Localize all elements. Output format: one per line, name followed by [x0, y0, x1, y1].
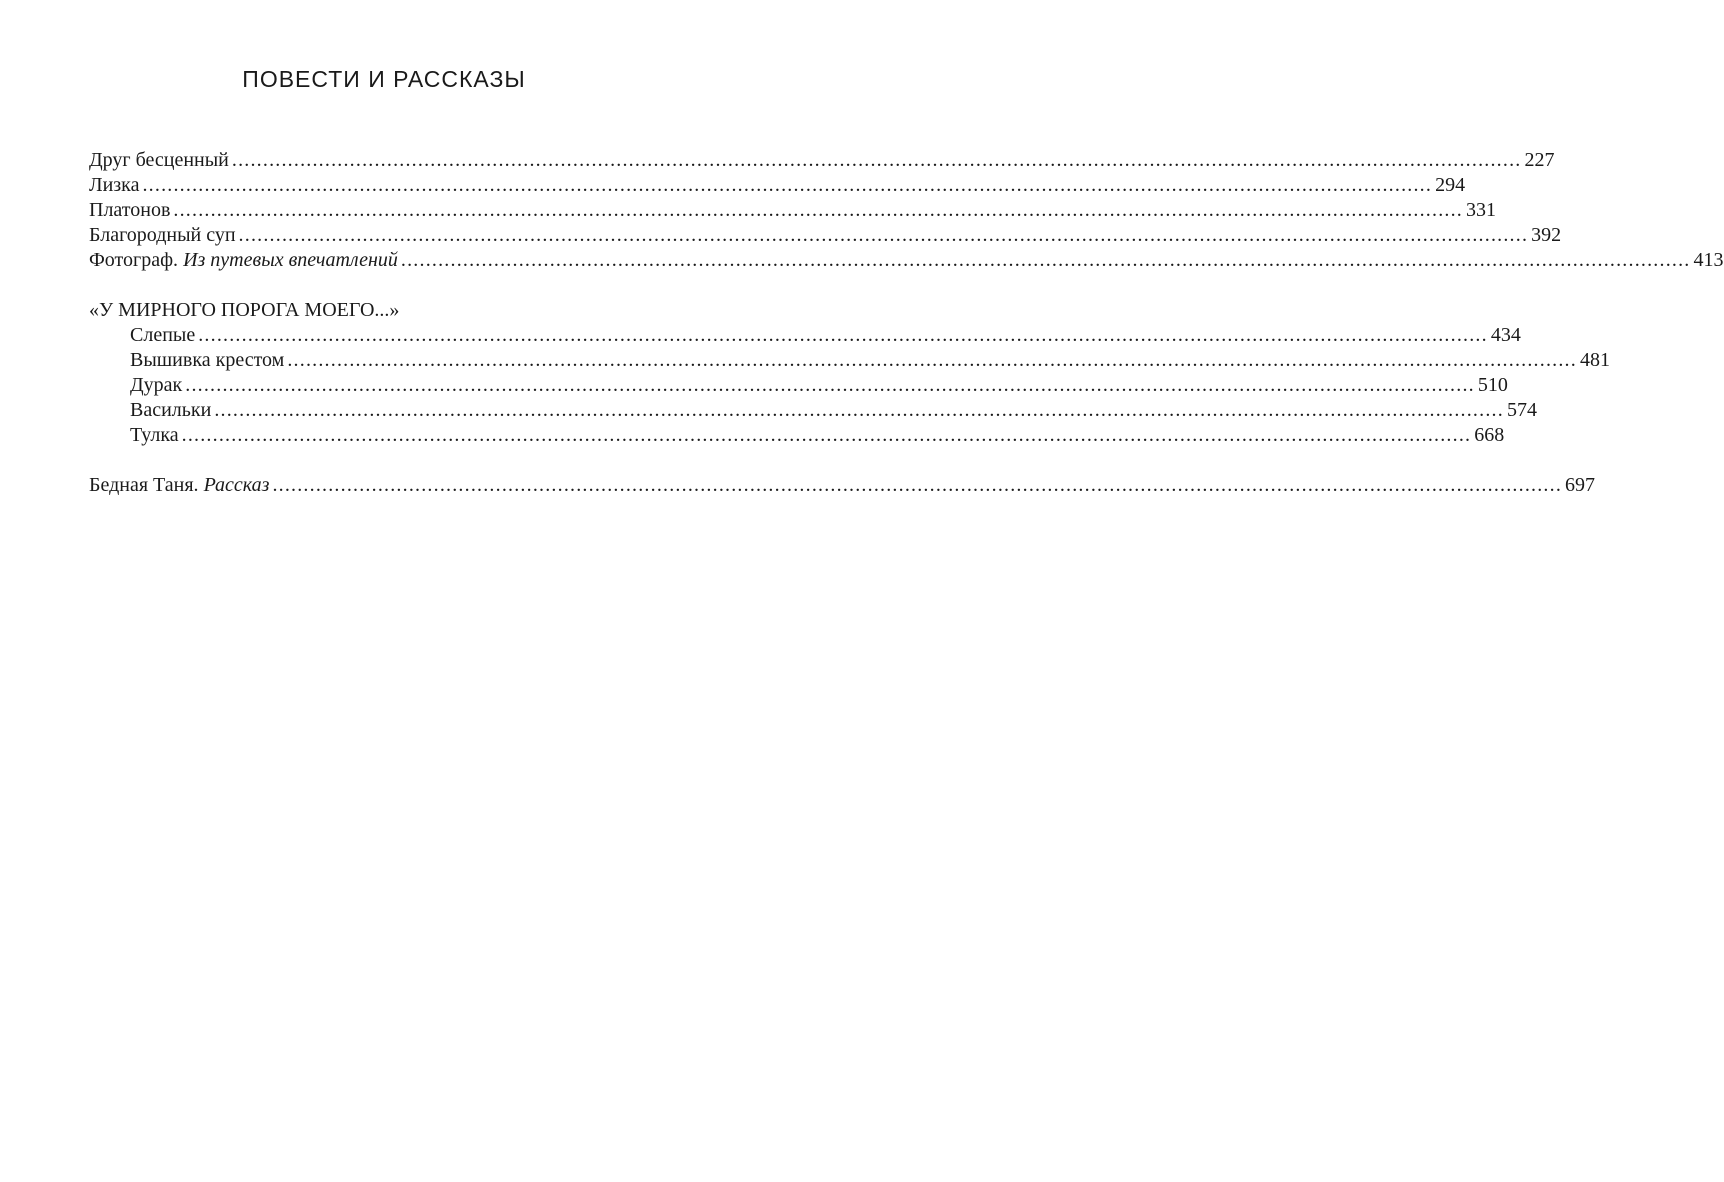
- entry-title: Благородный суп: [89, 224, 236, 246]
- page-number: 392: [1531, 224, 1562, 246]
- toc-entry: [89, 348, 1610, 373]
- entry-title: Слепые: [130, 324, 196, 346]
- dot-leader: ................................................................................................................................................................................................................: [142, 174, 1433, 196]
- entry-subtitle: Из путевых впечатлений: [183, 249, 398, 271]
- entry-title: Лизка: [89, 174, 140, 196]
- page-number: 510: [1477, 374, 1508, 396]
- entry-title: Дурак: [130, 374, 183, 396]
- toc-entry: [89, 398, 1537, 423]
- toc-entry: [89, 248, 1724, 273]
- page-number: 227: [1524, 149, 1555, 171]
- dot-leader: ................................................................................................................................................................................................................: [287, 349, 1577, 371]
- page-number: 697: [1565, 474, 1596, 496]
- table-of-contents: [89, 148, 1724, 523]
- toc-entry: [89, 473, 1596, 498]
- page-number: 413: [1693, 249, 1724, 271]
- toc-entry: [89, 198, 1497, 223]
- page-number: 294: [1435, 174, 1466, 196]
- entry-title: Друг бесценный: [89, 149, 229, 171]
- entry-subtitle: Рассказ: [203, 474, 270, 496]
- toc-entry: [89, 323, 1521, 348]
- dot-leader: ................................................................................................................................................................................................................: [181, 424, 1472, 446]
- page-number: 331: [1466, 199, 1497, 221]
- dot-leader: ................................................................................................................................................................................................................: [198, 324, 1488, 346]
- page-title: ПОВЕСТИ И РАССКАЗЫ: [242, 66, 526, 92]
- dot-leader: ................................................................................................................................................................................................................: [214, 399, 1504, 421]
- entry-title: [89, 473, 269, 498]
- dot-leader: ................................................................................................................................................................................................................: [231, 149, 1522, 171]
- page-number: 668: [1474, 424, 1505, 446]
- entry-title-main: Фотограф.: [89, 249, 179, 271]
- entry-title: Платонов: [89, 199, 171, 221]
- entry-title: Вышивка крестом: [130, 349, 285, 371]
- entry-title: [89, 248, 398, 273]
- page-number: 434: [1490, 324, 1521, 346]
- toc-entry: [89, 223, 1562, 248]
- toc-entry: [89, 423, 1505, 448]
- section-heading: «У МИРНОГО ПОРОГА МОЕГО...»: [89, 299, 400, 321]
- toc-group-final: [89, 473, 1596, 498]
- toc-entry: [89, 148, 1555, 173]
- page-number: 574: [1506, 399, 1537, 421]
- dot-leader: ................................................................................................................................................................................................................: [272, 474, 1563, 496]
- dot-leader: ................................................................................................................................................................................................................: [400, 249, 1691, 271]
- entry-title-main: Бедная Таня.: [89, 474, 199, 496]
- page-number: 481: [1579, 349, 1610, 371]
- entry-title: Тулка: [130, 424, 179, 446]
- dot-leader: ................................................................................................................................................................................................................: [238, 224, 1529, 246]
- dot-leader: ................................................................................................................................................................................................................: [185, 374, 1475, 396]
- toc-entry: [89, 373, 1508, 398]
- dot-leader: ................................................................................................................................................................................................................: [173, 199, 1464, 221]
- toc-group-main: [89, 148, 1724, 273]
- toc-entry: [89, 173, 1466, 198]
- entry-title: Васильки: [130, 399, 212, 421]
- toc-group-section: [89, 298, 1610, 448]
